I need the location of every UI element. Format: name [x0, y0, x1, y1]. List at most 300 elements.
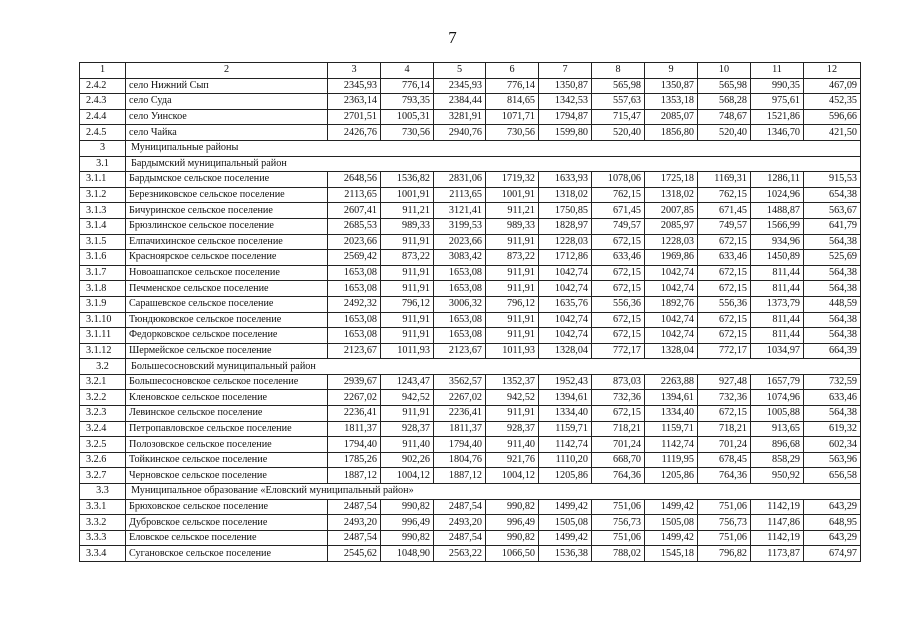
- table-row: [80, 234, 861, 250]
- value-cell: 2487,54: [328, 530, 381, 546]
- value-cell: 1653,08: [434, 281, 486, 297]
- row-name: Брюзлинское сельское поселение: [126, 218, 328, 234]
- value-cell: 1286,11: [751, 172, 804, 188]
- row-code: 3.1.7: [80, 265, 126, 281]
- value-cell: 1450,89: [751, 250, 804, 266]
- value-cell: 641,79: [804, 218, 861, 234]
- value-cell: 911,40: [486, 437, 539, 453]
- value-cell: 1159,71: [645, 421, 698, 437]
- value-cell: 2023,66: [328, 234, 381, 250]
- value-cell: 1653,08: [434, 312, 486, 328]
- value-cell: 873,22: [381, 250, 434, 266]
- value-cell: 2563,22: [434, 546, 486, 562]
- value-cell: 762,15: [592, 187, 645, 203]
- value-cell: 664,39: [804, 343, 861, 359]
- value-cell: 648,95: [804, 515, 861, 531]
- value-cell: 1785,26: [328, 452, 381, 468]
- value-cell: 1794,40: [328, 437, 381, 453]
- value-cell: 996,49: [486, 515, 539, 531]
- page-number: 7: [448, 28, 457, 47]
- value-cell: 718,21: [592, 421, 645, 437]
- value-cell: 1488,87: [751, 203, 804, 219]
- table-row: [80, 546, 861, 562]
- value-cell: 1633,93: [539, 172, 592, 188]
- value-cell: 448,59: [804, 296, 861, 312]
- table-row: [80, 406, 861, 422]
- section-title: Большесосновский муниципальный район: [126, 359, 861, 375]
- value-cell: 1505,08: [539, 515, 592, 531]
- column-header: 5: [434, 63, 486, 79]
- table-row: [80, 452, 861, 468]
- value-cell: 1334,40: [539, 406, 592, 422]
- value-cell: 564,38: [804, 406, 861, 422]
- value-cell: 1024,96: [751, 187, 804, 203]
- value-cell: 633,46: [592, 250, 645, 266]
- table-row: [80, 515, 861, 531]
- row-code: 3.3.2: [80, 515, 126, 531]
- table-row: [80, 172, 861, 188]
- value-cell: 1599,80: [539, 125, 592, 141]
- row-code: 3.1.6: [80, 250, 126, 266]
- row-code: 3.1.10: [80, 312, 126, 328]
- value-cell: 525,69: [804, 250, 861, 266]
- value-cell: 911,21: [486, 203, 539, 219]
- section-row: [80, 359, 861, 375]
- value-cell: 1536,82: [381, 172, 434, 188]
- value-cell: 1653,08: [328, 328, 381, 344]
- value-cell: 911,91: [486, 312, 539, 328]
- value-cell: 730,56: [486, 125, 539, 141]
- value-cell: 520,40: [592, 125, 645, 141]
- row-code: 2.4.3: [80, 94, 126, 110]
- row-name: Сарашевское сельское поселение: [126, 296, 328, 312]
- value-cell: 811,44: [751, 328, 804, 344]
- row-code: 3.2.5: [80, 437, 126, 453]
- value-cell: 1042,74: [645, 265, 698, 281]
- row-code: 3.3.4: [80, 546, 126, 562]
- row-name: село Нижний Сып: [126, 78, 328, 94]
- table-row: [80, 187, 861, 203]
- row-code: 3.1.2: [80, 187, 126, 203]
- row-name: Печменское сельское поселение: [126, 281, 328, 297]
- row-name: Кленовское сельское поселение: [126, 390, 328, 406]
- value-cell: 1142,74: [539, 437, 592, 453]
- value-cell: 1318,02: [645, 187, 698, 203]
- value-cell: 2023,66: [434, 234, 486, 250]
- value-cell: 1536,38: [539, 546, 592, 562]
- value-cell: 911,91: [381, 312, 434, 328]
- value-cell: 1887,12: [328, 468, 381, 484]
- value-cell: 811,44: [751, 265, 804, 281]
- value-cell: 1142,74: [645, 437, 698, 453]
- column-header: 2: [126, 63, 328, 79]
- value-cell: 3006,32: [434, 296, 486, 312]
- value-cell: 2085,97: [645, 218, 698, 234]
- table-row: [80, 328, 861, 344]
- table-row: [80, 468, 861, 484]
- value-cell: 715,47: [592, 109, 645, 125]
- value-cell: 1042,74: [539, 281, 592, 297]
- row-code: 2.4.5: [80, 125, 126, 141]
- value-cell: 1856,80: [645, 125, 698, 141]
- value-cell: 1110,20: [539, 452, 592, 468]
- value-cell: 1719,32: [486, 172, 539, 188]
- value-cell: 596,66: [804, 109, 861, 125]
- table-row: [80, 343, 861, 359]
- value-cell: 927,48: [698, 374, 751, 390]
- value-cell: 1653,08: [328, 281, 381, 297]
- table-row: [80, 203, 861, 219]
- value-cell: 796,12: [486, 296, 539, 312]
- value-cell: 1005,88: [751, 406, 804, 422]
- value-cell: 776,14: [381, 78, 434, 94]
- value-cell: 751,06: [592, 499, 645, 515]
- value-cell: 674,97: [804, 546, 861, 562]
- value-cell: 1034,97: [751, 343, 804, 359]
- value-cell: 989,33: [486, 218, 539, 234]
- row-code: 3.1.3: [80, 203, 126, 219]
- value-cell: 565,98: [698, 78, 751, 94]
- value-cell: 811,44: [751, 312, 804, 328]
- value-cell: 672,15: [698, 312, 751, 328]
- value-cell: 748,67: [698, 109, 751, 125]
- value-cell: 1794,40: [434, 437, 486, 453]
- value-cell: 2940,76: [434, 125, 486, 141]
- row-name: Бардымское сельское поселение: [126, 172, 328, 188]
- row-code: 3.3.3: [80, 530, 126, 546]
- value-cell: 1071,71: [486, 109, 539, 125]
- value-cell: 1394,61: [645, 390, 698, 406]
- table-row: [80, 109, 861, 125]
- table-row: [80, 421, 861, 437]
- value-cell: 873,03: [592, 374, 645, 390]
- value-cell: 776,14: [486, 78, 539, 94]
- value-cell: 1828,97: [539, 218, 592, 234]
- value-cell: 1074,96: [751, 390, 804, 406]
- row-code: 3.3.1: [80, 499, 126, 515]
- value-cell: 678,45: [698, 452, 751, 468]
- value-cell: 896,68: [751, 437, 804, 453]
- table-header-row: [80, 63, 861, 79]
- value-cell: 2236,41: [328, 406, 381, 422]
- value-cell: 2085,07: [645, 109, 698, 125]
- row-name: Дубровское сельское поселение: [126, 515, 328, 531]
- value-cell: 911,91: [381, 265, 434, 281]
- value-cell: 1173,87: [751, 546, 804, 562]
- row-name: Федорковское сельское поселение: [126, 328, 328, 344]
- row-code: 3.2.6: [80, 452, 126, 468]
- section-code: 3.1: [80, 156, 126, 172]
- row-name: Петропавловское сельское поселение: [126, 421, 328, 437]
- value-cell: 1566,99: [751, 218, 804, 234]
- value-cell: 2123,67: [434, 343, 486, 359]
- column-header: 10: [698, 63, 751, 79]
- value-cell: 751,06: [592, 530, 645, 546]
- row-name: Сугановское сельское поселение: [126, 546, 328, 562]
- value-cell: 1004,12: [381, 468, 434, 484]
- column-header: 11: [751, 63, 804, 79]
- column-header: 8: [592, 63, 645, 79]
- row-name: Полозовское сельское поселение: [126, 437, 328, 453]
- value-cell: 672,15: [592, 234, 645, 250]
- tariff-table: [79, 62, 861, 562]
- value-cell: 749,57: [592, 218, 645, 234]
- value-cell: 2345,93: [434, 78, 486, 94]
- value-cell: 1653,08: [328, 312, 381, 328]
- value-cell: 1353,18: [645, 94, 698, 110]
- value-cell: 3121,41: [434, 203, 486, 219]
- value-cell: 643,29: [804, 499, 861, 515]
- value-cell: 671,45: [592, 203, 645, 219]
- table-row: [80, 499, 861, 515]
- row-name: Елпачихинское сельское поселение: [126, 234, 328, 250]
- row-name: Левинское сельское поселение: [126, 406, 328, 422]
- value-cell: 913,65: [751, 421, 804, 437]
- value-cell: 1042,74: [539, 265, 592, 281]
- value-cell: 989,33: [381, 218, 434, 234]
- value-cell: 2701,51: [328, 109, 381, 125]
- row-name: село Уинское: [126, 109, 328, 125]
- value-cell: 911,91: [486, 234, 539, 250]
- column-header: 7: [539, 63, 592, 79]
- value-cell: 749,57: [698, 218, 751, 234]
- value-cell: 2487,54: [328, 499, 381, 515]
- section-row: [80, 484, 861, 500]
- row-name: Красноярское сельское поселение: [126, 250, 328, 266]
- value-cell: 556,36: [592, 296, 645, 312]
- value-cell: 602,34: [804, 437, 861, 453]
- row-code: 3.1.12: [80, 343, 126, 359]
- table-row: [80, 312, 861, 328]
- value-cell: 873,22: [486, 250, 539, 266]
- row-code: 3.2.2: [80, 390, 126, 406]
- value-cell: 2487,54: [434, 530, 486, 546]
- value-cell: 2267,02: [328, 390, 381, 406]
- row-code: 3.1.8: [80, 281, 126, 297]
- row-name: Новоашапское сельское поселение: [126, 265, 328, 281]
- value-cell: 934,96: [751, 234, 804, 250]
- value-cell: 1811,37: [434, 421, 486, 437]
- table-row: [80, 125, 861, 141]
- value-cell: 772,17: [698, 343, 751, 359]
- value-cell: 2363,14: [328, 94, 381, 110]
- value-cell: 796,12: [381, 296, 434, 312]
- value-cell: 762,15: [698, 187, 751, 203]
- value-cell: 718,21: [698, 421, 751, 437]
- row-code: 3.1.9: [80, 296, 126, 312]
- value-cell: 1042,74: [645, 281, 698, 297]
- value-cell: 911,91: [381, 406, 434, 422]
- value-cell: 911,91: [486, 406, 539, 422]
- table-row: [80, 281, 861, 297]
- table-row: [80, 437, 861, 453]
- value-cell: 2685,53: [328, 218, 381, 234]
- value-cell: 1328,04: [645, 343, 698, 359]
- value-cell: 2487,54: [434, 499, 486, 515]
- value-cell: 990,82: [486, 499, 539, 515]
- table-row: [80, 265, 861, 281]
- value-cell: 2007,85: [645, 203, 698, 219]
- value-cell: 1352,37: [486, 374, 539, 390]
- value-cell: 568,28: [698, 94, 751, 110]
- row-code: 3.1.4: [80, 218, 126, 234]
- value-cell: 656,58: [804, 468, 861, 484]
- value-cell: 1078,06: [592, 172, 645, 188]
- value-cell: 1147,86: [751, 515, 804, 531]
- value-cell: 2492,32: [328, 296, 381, 312]
- value-cell: 911,91: [381, 328, 434, 344]
- value-cell: 672,15: [698, 281, 751, 297]
- value-cell: 1042,74: [539, 312, 592, 328]
- value-cell: 2545,62: [328, 546, 381, 562]
- value-cell: 2267,02: [434, 390, 486, 406]
- value-cell: 1499,42: [539, 530, 592, 546]
- value-cell: 1142,19: [751, 530, 804, 546]
- value-cell: 672,15: [592, 265, 645, 281]
- value-cell: 563,67: [804, 203, 861, 219]
- value-cell: 2345,93: [328, 78, 381, 94]
- value-cell: 902,26: [381, 452, 434, 468]
- section-title: Бардымский муниципальный район: [126, 156, 861, 172]
- value-cell: 701,24: [698, 437, 751, 453]
- value-cell: 672,15: [592, 406, 645, 422]
- table-row: [80, 296, 861, 312]
- value-cell: 3199,53: [434, 218, 486, 234]
- row-name: село Суда: [126, 94, 328, 110]
- value-cell: 2493,20: [434, 515, 486, 531]
- value-cell: 672,15: [592, 312, 645, 328]
- row-name: Тойкинское сельское поселение: [126, 452, 328, 468]
- value-cell: 2831,06: [434, 172, 486, 188]
- value-cell: 921,76: [486, 452, 539, 468]
- value-cell: 1004,12: [486, 468, 539, 484]
- value-cell: 1394,61: [539, 390, 592, 406]
- value-cell: 732,36: [592, 390, 645, 406]
- value-cell: 975,61: [751, 94, 804, 110]
- value-cell: 942,52: [381, 390, 434, 406]
- value-cell: 811,44: [751, 281, 804, 297]
- value-cell: 1205,86: [645, 468, 698, 484]
- value-cell: 1228,03: [645, 234, 698, 250]
- value-cell: 858,29: [751, 452, 804, 468]
- value-cell: 756,73: [698, 515, 751, 531]
- value-cell: 2607,41: [328, 203, 381, 219]
- value-cell: 990,82: [381, 530, 434, 546]
- value-cell: 2113,65: [434, 187, 486, 203]
- value-cell: 557,63: [592, 94, 645, 110]
- value-cell: 911,40: [381, 437, 434, 453]
- value-cell: 1346,70: [751, 125, 804, 141]
- value-cell: 1952,43: [539, 374, 592, 390]
- value-cell: 1545,18: [645, 546, 698, 562]
- value-cell: 911,91: [486, 281, 539, 297]
- value-cell: 1653,08: [434, 328, 486, 344]
- column-header: 4: [381, 63, 434, 79]
- value-cell: 1811,37: [328, 421, 381, 437]
- value-cell: 1228,03: [539, 234, 592, 250]
- row-code: 3.2.3: [80, 406, 126, 422]
- value-cell: 671,45: [698, 203, 751, 219]
- section-title: Муниципальные районы: [126, 140, 861, 156]
- value-cell: 467,09: [804, 78, 861, 94]
- row-code: 2.4.2: [80, 78, 126, 94]
- column-header: 12: [804, 63, 861, 79]
- row-code: 3.2.1: [80, 374, 126, 390]
- value-cell: 1048,90: [381, 546, 434, 562]
- row-name: Бичуринское сельское поселение: [126, 203, 328, 219]
- column-header: 6: [486, 63, 539, 79]
- value-cell: 1499,42: [539, 499, 592, 515]
- value-cell: 732,59: [804, 374, 861, 390]
- value-cell: 730,56: [381, 125, 434, 141]
- value-cell: 1042,74: [645, 328, 698, 344]
- row-name: Березниковское сельское поселение: [126, 187, 328, 203]
- value-cell: 3083,42: [434, 250, 486, 266]
- value-cell: 1794,87: [539, 109, 592, 125]
- table-row: [80, 374, 861, 390]
- value-cell: 764,36: [698, 468, 751, 484]
- value-cell: 2113,65: [328, 187, 381, 203]
- value-cell: 1350,87: [539, 78, 592, 94]
- value-cell: 796,82: [698, 546, 751, 562]
- section-code: 3.3: [80, 484, 126, 500]
- value-cell: 668,70: [592, 452, 645, 468]
- section-code: 3: [80, 140, 126, 156]
- value-cell: 2648,56: [328, 172, 381, 188]
- value-cell: 2236,41: [434, 406, 486, 422]
- table-row: [80, 530, 861, 546]
- value-cell: 452,35: [804, 94, 861, 110]
- row-code: 3.2.7: [80, 468, 126, 484]
- value-cell: 1011,93: [486, 343, 539, 359]
- column-header: 9: [645, 63, 698, 79]
- value-cell: 772,17: [592, 343, 645, 359]
- value-cell: 619,32: [804, 421, 861, 437]
- value-cell: 2939,67: [328, 374, 381, 390]
- value-cell: 1499,42: [645, 530, 698, 546]
- value-cell: 1334,40: [645, 406, 698, 422]
- table-row: [80, 218, 861, 234]
- value-cell: 732,36: [698, 390, 751, 406]
- value-cell: 1635,76: [539, 296, 592, 312]
- value-cell: 633,46: [698, 250, 751, 266]
- table-row: [80, 94, 861, 110]
- value-cell: 911,91: [486, 265, 539, 281]
- value-cell: 751,06: [698, 499, 751, 515]
- section-code: 3.2: [80, 359, 126, 375]
- row-name: село Чайка: [126, 125, 328, 141]
- column-header: 3: [328, 63, 381, 79]
- value-cell: 1657,79: [751, 374, 804, 390]
- value-cell: 1505,08: [645, 515, 698, 531]
- row-name: Брюховское сельское поселение: [126, 499, 328, 515]
- value-cell: 942,52: [486, 390, 539, 406]
- value-cell: 565,98: [592, 78, 645, 94]
- value-cell: 1712,86: [539, 250, 592, 266]
- value-cell: 564,38: [804, 328, 861, 344]
- value-cell: 564,38: [804, 234, 861, 250]
- value-cell: 672,15: [698, 265, 751, 281]
- row-code: 3.1.1: [80, 172, 126, 188]
- value-cell: 643,29: [804, 530, 861, 546]
- value-cell: 3281,91: [434, 109, 486, 125]
- value-cell: 563,96: [804, 452, 861, 468]
- value-cell: 564,38: [804, 265, 861, 281]
- value-cell: 1892,76: [645, 296, 698, 312]
- value-cell: 814,65: [486, 94, 539, 110]
- section-title: Муниципальное образование «Еловский муниципальный район»: [126, 484, 861, 500]
- value-cell: 911,91: [486, 328, 539, 344]
